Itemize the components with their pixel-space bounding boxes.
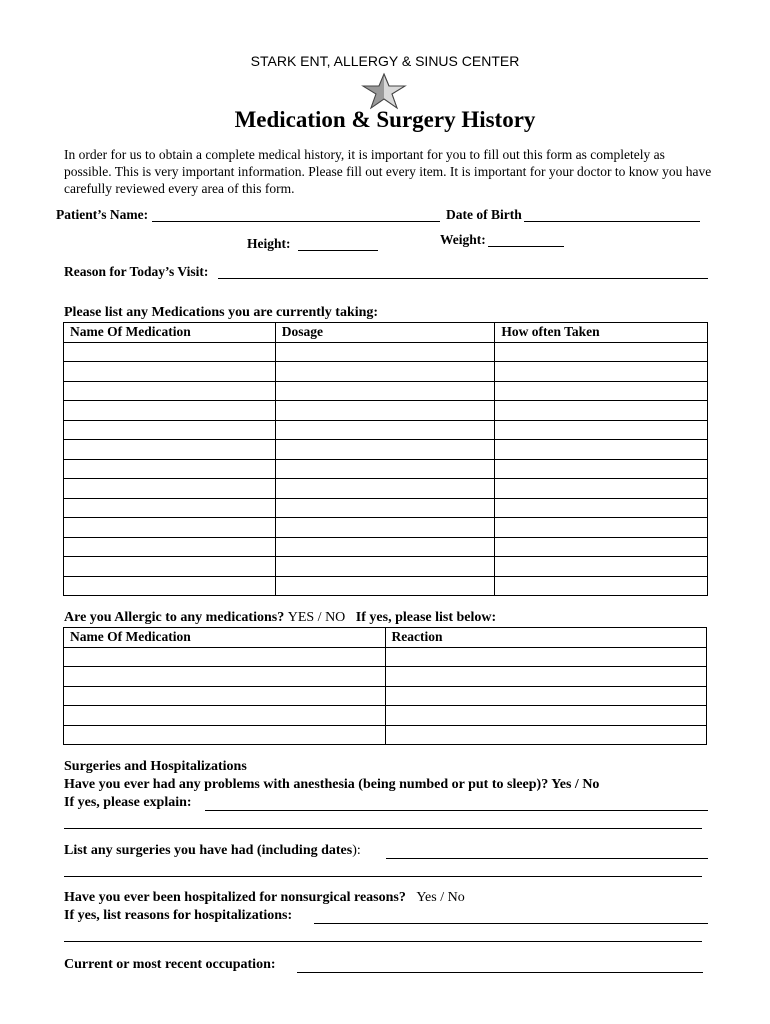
table-row (64, 537, 708, 557)
medication-cell[interactable] (64, 498, 276, 518)
hospitalization-line (64, 890, 465, 906)
frequency-cell[interactable] (495, 537, 708, 557)
frequency-cell[interactable] (495, 518, 708, 538)
anesthesia-yes-no[interactable]: Yes / No (551, 777, 600, 792)
table-row (64, 647, 707, 667)
allergy-question: Are you Allergic to any medications? (64, 610, 285, 625)
allergy-question-line (64, 610, 496, 626)
occupation-field[interactable] (297, 957, 703, 973)
medication-cell[interactable] (64, 362, 276, 382)
dosage-cell[interactable] (275, 537, 495, 557)
allergies-table (63, 627, 707, 745)
table-row (64, 686, 707, 706)
height-label: Height: (247, 236, 291, 251)
frequency-cell[interactable] (495, 381, 708, 401)
hospitalization-reasons-field[interactable] (314, 908, 708, 924)
frequency-cell[interactable] (495, 440, 708, 460)
frequency-cell[interactable] (495, 459, 708, 479)
reaction-cell[interactable] (385, 686, 707, 706)
dob-field[interactable] (524, 207, 700, 222)
dosage-cell[interactable] (275, 479, 495, 499)
dosage-cell[interactable] (275, 420, 495, 440)
organization-name: STARK ENT, ALLERGY & SINUS CENTER (250, 53, 520, 69)
medications-heading: Please list any Medications you are currently taking: (64, 305, 379, 320)
column-header-allergy-medication: Name Of Medication (64, 628, 386, 648)
occupation-label: Current or most recent occupation: (64, 957, 276, 972)
anesthesia-line (64, 777, 599, 793)
surgery-list-field-2[interactable] (64, 861, 702, 877)
frequency-cell[interactable] (495, 362, 708, 382)
reaction-cell[interactable] (385, 725, 707, 745)
table-row (64, 479, 708, 499)
hospitalization-reasons-label: If yes, list reasons for hospitalizations: (64, 908, 293, 923)
anesthesia-explain-field-2[interactable] (64, 813, 702, 829)
dosage-cell[interactable] (275, 498, 495, 518)
dosage-cell[interactable] (275, 557, 495, 577)
frequency-cell[interactable] (495, 420, 708, 440)
medication-cell[interactable] (64, 576, 276, 596)
explain-label: If yes, please explain: (64, 795, 192, 810)
frequency-cell[interactable] (495, 479, 708, 499)
intro-paragraph: In order for us to obtain a complete medical history, it is important for you to fill out this form as completely as possible. This is very important information. Please fill out every item. It is important for your doctor to know you have carefully reviewed every area of this form. (64, 147, 712, 196)
dosage-cell[interactable] (275, 401, 495, 421)
column-header-medication: Name Of Medication (64, 323, 276, 343)
surgeries-heading: Surgeries and Hospitalizations (64, 759, 247, 774)
medication-cell[interactable] (64, 479, 276, 499)
dosage-cell[interactable] (275, 342, 495, 362)
dob-label: Date of Birth (446, 207, 522, 222)
table-row (64, 576, 708, 596)
medication-cell[interactable] (64, 342, 276, 362)
reason-label: Reason for Today’s Visit: (64, 264, 209, 279)
column-header-dosage: Dosage (275, 323, 495, 343)
table-row (64, 381, 708, 401)
table-header-row (64, 628, 707, 648)
medication-cell[interactable] (64, 557, 276, 577)
table-header-row (64, 323, 708, 343)
height-field[interactable] (298, 236, 378, 251)
dosage-cell[interactable] (275, 459, 495, 479)
table-row (64, 420, 708, 440)
table-row (64, 459, 708, 479)
table-row (64, 440, 708, 460)
allergy-medication-cell[interactable] (64, 706, 386, 726)
surgery-list-text: List any surgeries you have had (including dates (64, 843, 353, 858)
hospitalization-question: Have you ever been hospitalized for nonsurgical reasons? (64, 890, 406, 905)
table-row (64, 342, 708, 362)
anesthesia-explain-field[interactable] (205, 795, 708, 811)
medication-cell[interactable] (64, 537, 276, 557)
medications-table (63, 322, 708, 596)
surgery-list-field[interactable] (386, 843, 708, 859)
allergy-medication-cell[interactable] (64, 686, 386, 706)
allergy-yes-no[interactable]: YES / NO (287, 610, 346, 625)
table-row (64, 362, 708, 382)
allergy-followup: If yes, please list below: (355, 610, 497, 625)
dosage-cell[interactable] (275, 381, 495, 401)
surgery-list-label (64, 843, 361, 859)
table-row (64, 498, 708, 518)
weight-label: Weight: (440, 232, 486, 247)
table-row (64, 706, 707, 726)
frequency-cell[interactable] (495, 557, 708, 577)
hospitalization-yes-no[interactable]: Yes / No (416, 890, 465, 905)
dosage-cell[interactable] (275, 362, 495, 382)
form-title: Medication & Surgery History (234, 107, 536, 132)
hospitalization-reasons-field-2[interactable] (64, 926, 702, 942)
frequency-cell[interactable] (495, 342, 708, 362)
medication-cell[interactable] (64, 459, 276, 479)
reaction-cell[interactable] (385, 647, 707, 667)
frequency-cell[interactable] (495, 401, 708, 421)
allergy-medication-cell[interactable] (64, 647, 386, 667)
allergy-medication-cell[interactable] (64, 667, 386, 687)
medication-cell[interactable] (64, 440, 276, 460)
column-header-reaction: Reaction (385, 628, 707, 648)
table-row (64, 667, 707, 687)
medication-cell[interactable] (64, 420, 276, 440)
table-row (64, 401, 708, 421)
anesthesia-question: Have you ever had any problems with anesthesia (being numbed or put to sleep)? (64, 777, 549, 792)
dosage-cell[interactable] (275, 440, 495, 460)
medication-cell[interactable] (64, 518, 276, 538)
frequency-cell[interactable] (495, 498, 708, 518)
frequency-cell[interactable] (495, 576, 708, 596)
dosage-cell[interactable] (275, 576, 495, 596)
reaction-cell[interactable] (385, 667, 707, 687)
reaction-cell[interactable] (385, 706, 707, 726)
reason-field[interactable] (218, 264, 708, 279)
dosage-cell[interactable] (275, 518, 495, 538)
table-row (64, 725, 707, 745)
surgery-list-end: ): (352, 843, 361, 858)
table-row (64, 557, 708, 577)
star-icon (359, 72, 409, 110)
medication-cell[interactable] (64, 381, 276, 401)
patient-name-label: Patient’s Name: (56, 207, 149, 222)
patient-name-field[interactable] (152, 207, 440, 222)
column-header-frequency: How often Taken (495, 323, 708, 343)
weight-field[interactable] (488, 232, 564, 247)
allergy-medication-cell[interactable] (64, 725, 386, 745)
medication-cell[interactable] (64, 401, 276, 421)
table-row (64, 518, 708, 538)
